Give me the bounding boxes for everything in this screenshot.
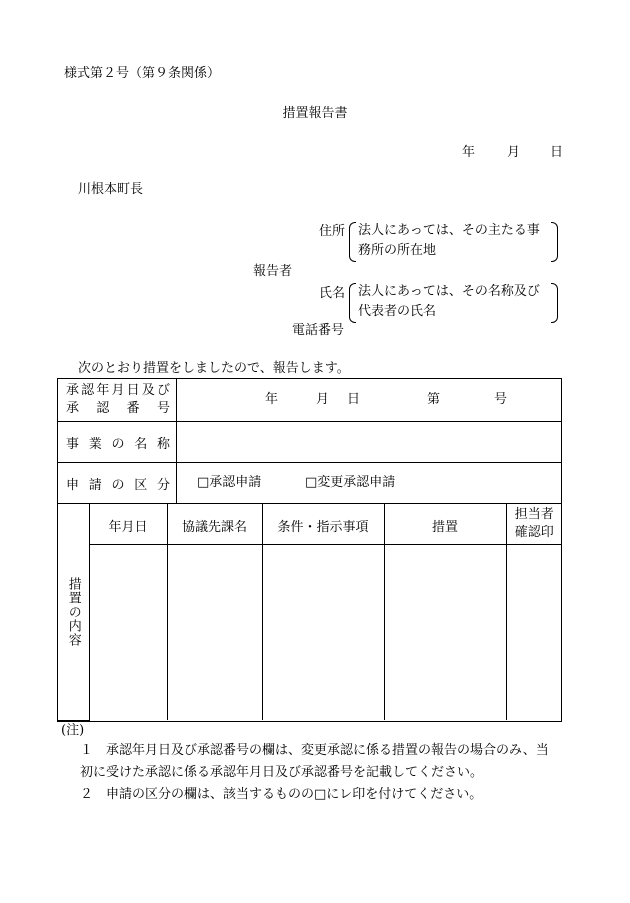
form-number: 様式第２号（第９条関係） [64,66,221,81]
approval-value[interactable] [177,379,562,422]
name-label: 氏名 [319,286,346,301]
document-title: 措置報告書 [282,106,348,121]
note-1: １ 承認年月日及び承認番号の欄は、変更承認に係る措置の報告の場合のみ、当初に受けた承認に係る承認年月日及び承認番号を記載してください。 [80,743,549,780]
measures-label: 措置の内容 [58,504,89,720]
report-table [57,378,562,722]
note-2: ２ 申請の区分の欄は、該当するものの□にレ印を付けてください。 [80,787,483,802]
approval-month: 月 [316,392,330,407]
column-stamp: 担当者確認印 [506,504,562,544]
category-options [177,463,562,504]
project-row [58,422,562,463]
name-bracket-left [349,283,356,323]
intro-text: 次のとおり措置をしましたので、報告します。 [78,361,350,376]
approval-go: 号 [494,392,508,407]
approval-year: 年 [265,392,279,407]
category-label: 申 請 の 区 分 [58,463,177,504]
category-row [58,463,562,504]
project-label: 事 業 の 名 称 [58,422,177,463]
date-month: 月 [507,145,521,160]
date-year: 年 [462,145,476,160]
approval-day: 日 [347,392,361,407]
cell-measure[interactable] [384,544,506,720]
measures-row [58,504,562,722]
cell-conditions[interactable] [262,544,384,720]
name-note-line2: 代表者の氏名 [358,304,437,319]
name-note-line1: 法人にあっては、その名称及び [358,284,540,299]
cell-date[interactable] [89,544,167,720]
report-date [462,145,563,161]
reporter-label: 報告者 [253,264,293,279]
approval-label-line1: 承認年月日及び [66,383,170,398]
column-date: 年月日 [89,504,167,544]
approval-label-line2: 承 認 番 号 [66,401,170,416]
phone-label: 電話番号 [292,323,345,338]
project-name-field[interactable] [177,422,562,463]
address-bracket-left [349,222,356,262]
address-label: 住所 [319,224,346,239]
name-note [358,282,540,322]
column-measure: 措置 [384,504,506,544]
address-note [358,221,540,261]
column-department: 協議先課名 [167,504,262,544]
address-bracket-right [551,222,558,262]
approval-row [58,379,562,422]
measures-body-row [58,544,562,720]
cell-stamp[interactable] [506,544,562,720]
address-note-line1: 法人にあっては、その主たる事 [358,223,540,238]
option-change-checkbox[interactable]: □変更承認申請 [305,475,396,490]
addressee: 川根本町長 [78,182,144,197]
approval-dai: 第 [427,392,441,407]
name-bracket-right [551,283,558,323]
notes-heading: (注) [61,723,85,738]
address-note-line2: 務所の所在地 [358,243,437,258]
column-conditions: 条件・指示事項 [262,504,384,544]
measures-header-row [58,504,562,544]
measures-table [58,504,562,721]
option-approval-checkbox[interactable]: □承認申請 [197,475,262,490]
approval-label [58,379,177,422]
cell-department[interactable] [167,544,262,720]
date-day: 日 [550,145,564,160]
